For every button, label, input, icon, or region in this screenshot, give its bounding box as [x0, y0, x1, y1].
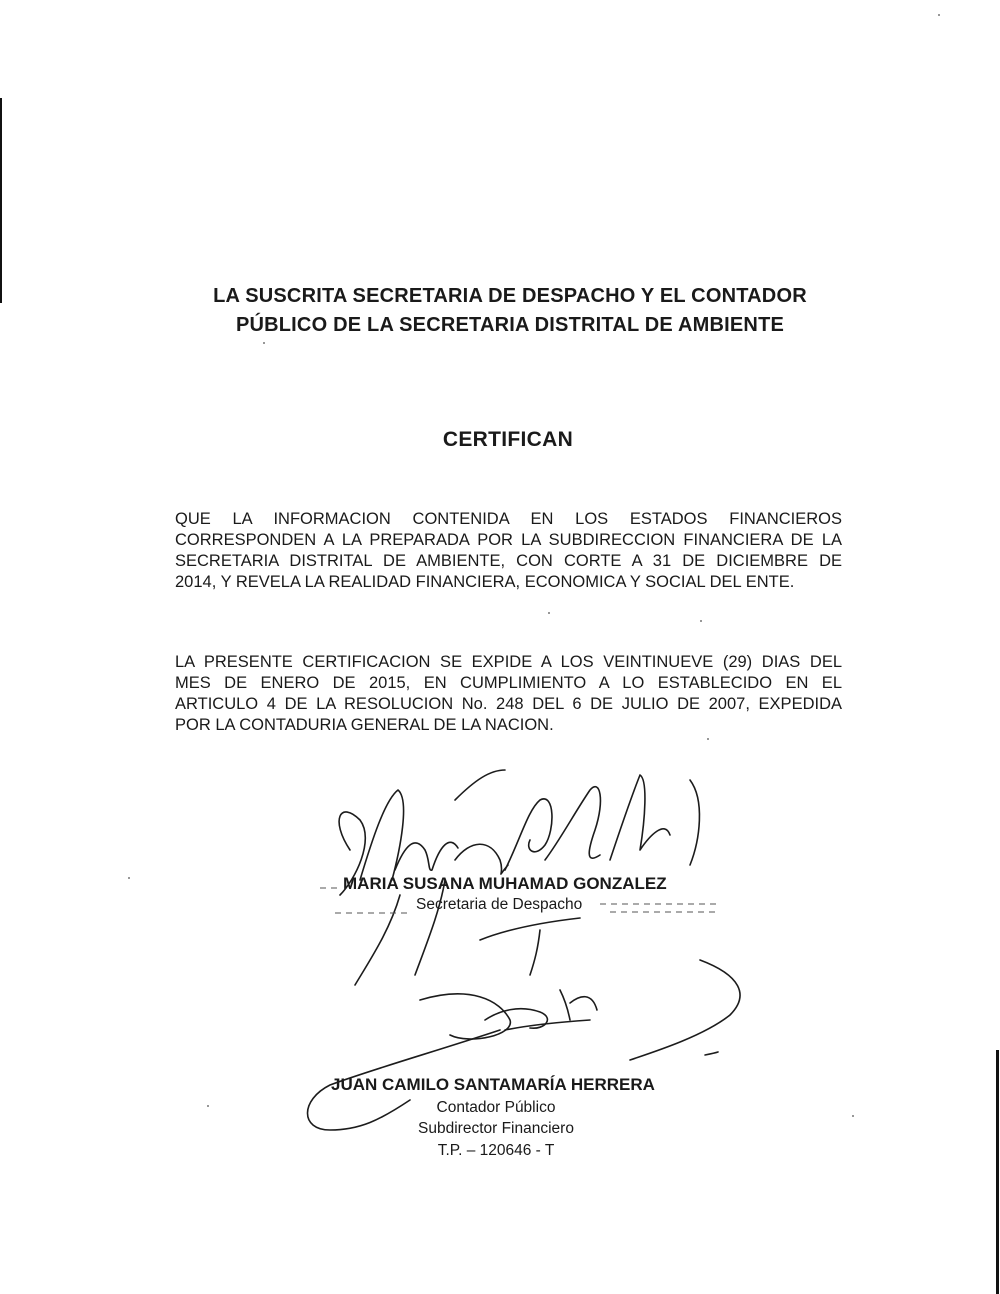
paragraph-line: POR LA CONTADURIA GENERAL DE LA NACION. [175, 716, 554, 734]
scan-speck [207, 1105, 209, 1107]
signature-1-stroke [480, 918, 580, 940]
scan-speck [548, 612, 550, 614]
signer-2-role: Subdirector Financiero [418, 1120, 574, 1137]
signer-2-professional-card: T.P. – 120646 - T [437, 1142, 555, 1159]
signature-1-stroke [610, 775, 670, 860]
signature-1-stroke [395, 842, 458, 870]
scan-speck [852, 1115, 854, 1117]
signature-1-stroke [545, 787, 600, 860]
signer-2-role: Contador Público [436, 1099, 556, 1116]
title-line: LA SUSCRITA SECRETARIA DE DESPACHO Y EL CONTADOR [213, 285, 807, 307]
paragraph-line: QUE LA INFORMACION CONTENIDA EN LOS ESTADOS FINANCIEROS [175, 510, 842, 528]
paragraph-line: LA PRESENTE CERTIFICACION SE EXPIDE A LOS VEINTINUEVE (29) DIAS DEL [175, 653, 842, 671]
scan-speck [700, 620, 702, 622]
signature-2-stroke [560, 990, 570, 1020]
signature-1-stroke [339, 812, 365, 895]
scan-speck [938, 14, 940, 16]
signature-2-stroke [705, 1052, 718, 1055]
paragraph-line: SECRETARIA DISTRITAL DE AMBIENTE, CON CORTE A 31 DE DICIEMBRE DE [175, 552, 842, 570]
signature-2-stroke [630, 960, 740, 1060]
signature-2-stroke [570, 997, 597, 1010]
signature-1-stroke [415, 880, 445, 975]
title-line: PÚBLICO DE LA SECRETARIA DISTRITAL DE AMBIENTE [235, 314, 785, 336]
paragraph-line: 2014, Y REVELA LA REALIDAD FINANCIERA, ECONOMICA Y SOCIAL DEL ENTE. [175, 573, 795, 591]
signature-1-stroke [455, 844, 508, 874]
scan-speck [263, 342, 265, 344]
paragraph-line: MES DE ENERO DE 2015, EN CUMPLIMIENTO A LO ESTABLECIDO EN EL [175, 674, 842, 692]
signer-2-name: JUAN CAMILO SANTAMARÍA HERRERA [331, 1075, 655, 1094]
signer-1-role: Secretaria de Despacho [416, 896, 583, 913]
signature-1-stroke [690, 780, 699, 865]
paragraph-line: CORRESPONDEN A LA PREPARADA POR LA SUBDIRECCION FINANCIERA DE LA [175, 531, 842, 549]
paragraph-line: ARTICULO 4 DE LA RESOLUCION No. 248 DEL 6 DE JULIO DE 2007, EXPEDIDA [175, 695, 842, 713]
certifican-heading: CERTIFICAN [442, 428, 574, 451]
signature-2-stroke [420, 994, 510, 1039]
scan-speck [707, 738, 709, 740]
signature-1-stroke [355, 895, 400, 985]
signer-1-name: MARIA SUSANA MUHAMAD GONZALEZ [343, 874, 667, 893]
signature-1-stroke [530, 930, 540, 975]
signature-1-stroke [455, 770, 505, 800]
signature-2-stroke [308, 1030, 501, 1130]
scan-speck [128, 877, 130, 879]
